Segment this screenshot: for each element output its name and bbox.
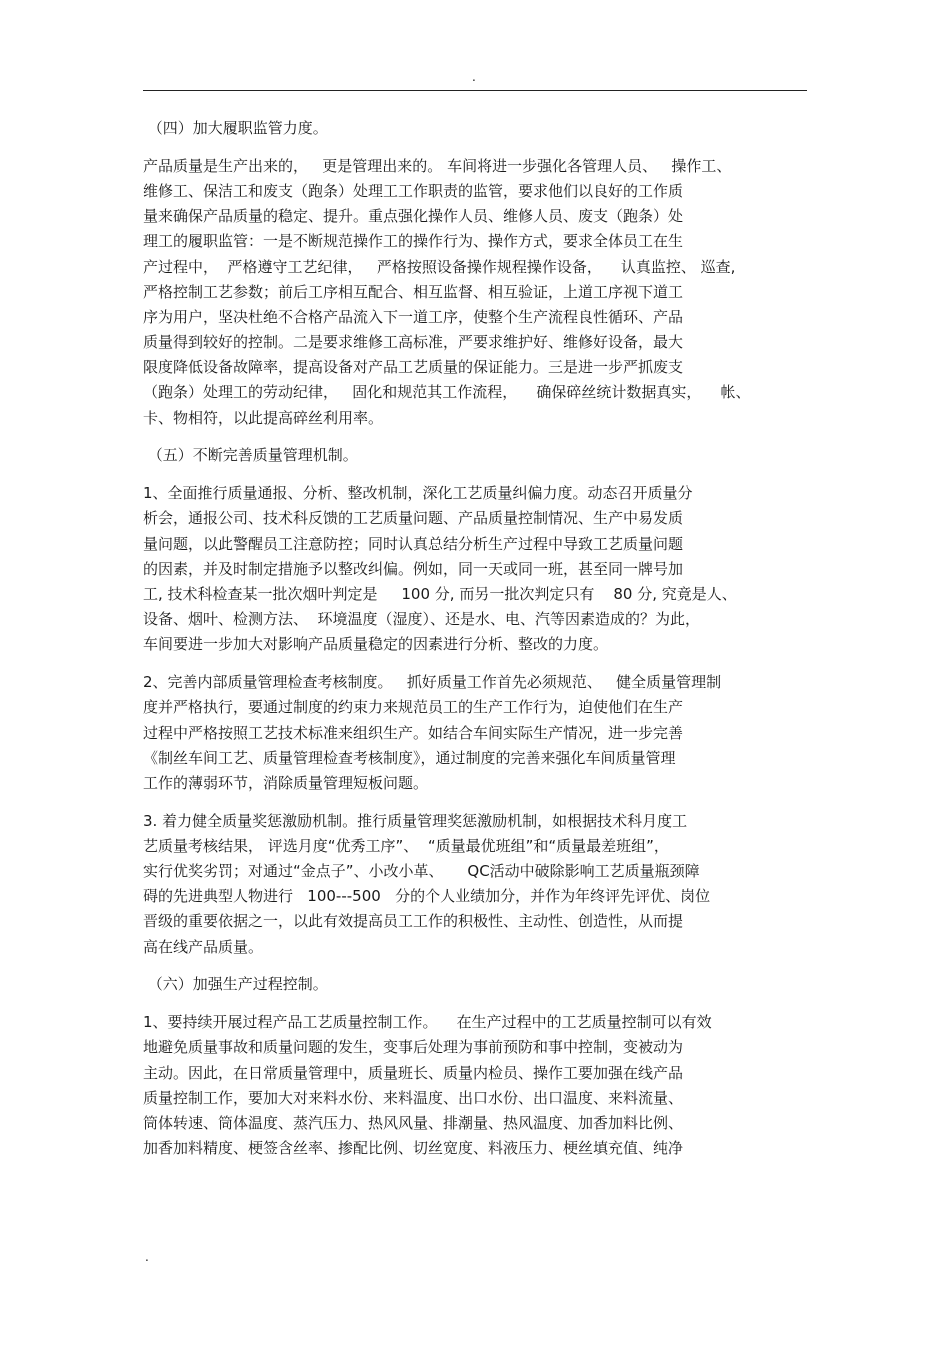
paragraph-line: 1、全面推行质量通报、分析、整改机制，深化工艺质量纠偏力度。动态召开质量分 — [143, 484, 693, 503]
footer-mark: . — [145, 1250, 149, 1264]
section-gap — [143, 960, 807, 973]
paragraph-gap — [143, 469, 807, 482]
paragraph-gap — [143, 141, 807, 154]
paragraph-line: 工作的薄弱环节，消除质量管理短板问题。 — [143, 773, 429, 792]
paragraph-line: 加香加料精度、梗签含丝率、掺配比例、切丝宽度、料液压力、梗丝填充值、纯净 — [143, 1139, 684, 1158]
paragraph-line: 车间要进一步加大对影响产品质量稳定的因素进行分析、整改的力度。 — [143, 635, 609, 654]
paragraph-line: 地避免质量事故和质量问题的发生，变事后处理为事前预防和事中控制，变被动为 — [143, 1038, 684, 1057]
paragraph-line: 严格控制工艺参数；前后工序相互配合、相互监督、相互验证，上道工序视下道工 — [143, 282, 684, 301]
paragraph-line: 碍的先进典型人物进行 100---500 分的个人业绩加分，并作为年终评先评优、岗位 — [143, 887, 711, 906]
paragraph-line: 2、完善内部质量管理检查考核制度。 抓好质量工作首先必须规范、 健全质量管理制 — [143, 673, 722, 692]
section-heading: （六）加强生产过程控制。 — [143, 975, 328, 994]
paragraph-line: 高在线产品质量。 — [143, 937, 264, 956]
paragraph-line: 《制丝车间工艺、质量管理检查考核制度》，通过制度的完善来强化车间质量管理 — [143, 748, 676, 767]
paragraph-line: 维修工、保洁工和废支（跑条）处理工工作职责的监管，要求他们以良好的工作质 — [143, 181, 684, 200]
paragraph-line: 3. 着力健全质量奖惩激励机制。推行质量管理奖惩激励机制，如根据技术科月度工 — [143, 811, 688, 830]
header-mark: . — [472, 70, 476, 84]
paragraph-line: 量来确保产品质量的稳定、提升。重点强化操作人员、维修人员、废支（跑条）处 — [143, 207, 684, 226]
paragraph-line: 1、要持续开展过程产品工艺质量控制工作。 在生产过程中的工艺质量控制可以有效 — [143, 1013, 712, 1032]
paragraph-gap — [143, 998, 807, 1011]
paragraph-gap — [143, 796, 807, 809]
paragraph-line: 艺质量考核结果， 评选月度“优秀工序”、 “质量最优班组”和“质量最差班组”， — [143, 836, 669, 855]
section-heading: （四）加大履职监管力度。 — [143, 119, 328, 137]
paragraph-line: 卡、物相符，以此提高碎丝利用率。 — [143, 408, 384, 427]
paragraph-line: 产品质量是生产出来的， 更是管理出来的。 车间将进一步强化各管理人员、 操作工、 — [143, 156, 732, 175]
document-body — [143, 116, 807, 1161]
paragraph-line: 设备、烟叶、检测方法、 环境温度（湿度）、还是水、电、汽等因素造成的？为此， — [143, 610, 701, 629]
paragraph-gap — [143, 658, 807, 671]
paragraph-line: 的因素，并及时制定措施予以整改纠偏。例如，同一天或同一班，甚至同一牌号加 — [143, 559, 684, 578]
paragraph-line: 量问题，以此警醒员工注意防控；同时认真总结分析生产过程中导致工艺质量问题 — [143, 534, 684, 553]
paragraph-line: 质量控制工作，要加大对来料水份、来料温度、出口水份、出口温度、来料流量、 — [143, 1088, 684, 1107]
paragraph-line: 产过程中， 严格遵守工艺纪律， 严格按照设备操作规程操作设备， 认真监控、 巡查, — [143, 257, 736, 276]
paragraph-line: 度并严格执行，要通过制度的约束力来规范员工的生产工作行为，迫使他们在生产 — [143, 698, 684, 717]
section-heading: （五）不断完善质量管理机制。 — [143, 446, 358, 465]
paragraph-line: 过程中严格按照工艺技术标准来组织生产。如结合车间实际生产情况，进一步完善 — [143, 723, 684, 742]
header-rule — [143, 90, 807, 91]
paragraph-line: 限度降低设备故障率，提高设备对产品工艺质量的保证能力。三是进一步严抓废支 — [143, 358, 684, 377]
paragraph-line: 质量得到较好的控制。二是要求维修工高标准，严要求维护好、维修好设备，最大 — [143, 333, 684, 352]
paragraph-line: 析会，通报公司、技术科反馈的工艺质量问题、产品质量控制情况、生产中易发质 — [143, 509, 684, 528]
paragraph-line: 主动。因此，在日常质量管理中，质量班长、质量内检员、操作工要加强在线产品 — [143, 1063, 684, 1082]
paragraph-line: 理工的履职监管：一是不断规范操作工的操作行为、操作方式，要求全体员工在生 — [143, 232, 684, 251]
section-gap — [143, 431, 807, 444]
paragraph-line: 序为用户，坚决杜绝不合格产品流入下一道工序，使整个生产流程良性循环、产品 — [143, 307, 684, 326]
paragraph-line: 筒体转速、筒体温度、蒸汽压力、热风风量、排潮量、热风温度、加香加料比例、 — [143, 1113, 684, 1132]
paragraph-line: 晋级的重要依据之一，以此有效提高员工工作的积极性、主动性、创造性，从而提 — [143, 912, 684, 931]
paragraph-line: 实行优奖劣罚；对通过“金点子”、小改小革、 QC活动中破除影响工艺质量瓶颈障 — [143, 862, 700, 881]
paragraph-line: 工, 技术科检查某一批次烟叶判定是 100 分, 而另一批次判定只有 80 分, 究竟是人、 — [143, 584, 737, 603]
paragraph-line: （跑条）处理工的劳动纪律， 固化和规范其工作流程， 确保碎丝统计数据真实， 帐、 — [143, 383, 751, 402]
